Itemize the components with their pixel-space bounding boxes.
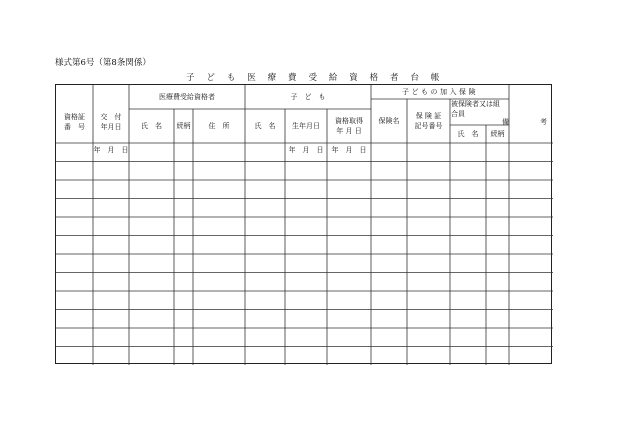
insurance-cert-header-line1: 保 険 証 [415,112,442,120]
issue-date-placeholder: 年 月 日 [93,146,129,154]
form-title: 子 ど も 医 療 費 受 給 資 格 者 台 帳 [186,73,444,83]
child-birthdate-header: 生年月日 [292,122,320,130]
child-name-header: 氏 名 [254,122,276,130]
child-qualification-header-line2: 年 月 日 [336,127,362,135]
ledger-table [55,84,559,364]
child-group-header: 子 ど も [290,93,326,101]
remarks-header-label: 備 考 [502,117,559,126]
issue-date-header [93,100,129,143]
cert-number-header-line2: 番 号 [64,122,85,131]
insured-group-header [450,99,509,125]
qualification-date-placeholder: 年 月 日 [331,146,367,154]
insurance-group-header: 子どもの加入保険 [402,88,478,96]
child-qualification-header [327,109,371,143]
insured-group-header-line1: 被保険者又は組 [451,100,500,108]
recipient-name-header: 氏 名 [141,122,162,130]
issue-date-header-line1: 交 付 [100,112,122,121]
cert-number-header [56,100,93,143]
form-number: 様式第6号（第8条関係） [55,58,151,68]
insurance-cert-header-line2: 記号番号 [414,122,443,130]
insured-name-header: 氏 名 [457,130,479,138]
cert-number-header-line1: 資格証 [64,112,85,121]
birthdate-placeholder: 年 月 日 [288,146,324,154]
insurance-name-header: 保険名 [378,117,400,125]
remarks-header [502,100,559,143]
insured-group-header-line2: 合員 [451,110,465,118]
recipient-relation-header: 続柄 [176,122,191,130]
recipient-group-header: 医療費受給資格者 [159,93,215,101]
child-qualification-header-line1: 資格取得 [335,117,363,125]
insured-relation-header: 続柄 [490,130,505,138]
recipient-address-header: 住 所 [208,122,230,130]
issue-date-header-line2: 年月日 [100,122,122,131]
insurance-cert-header [407,99,450,143]
